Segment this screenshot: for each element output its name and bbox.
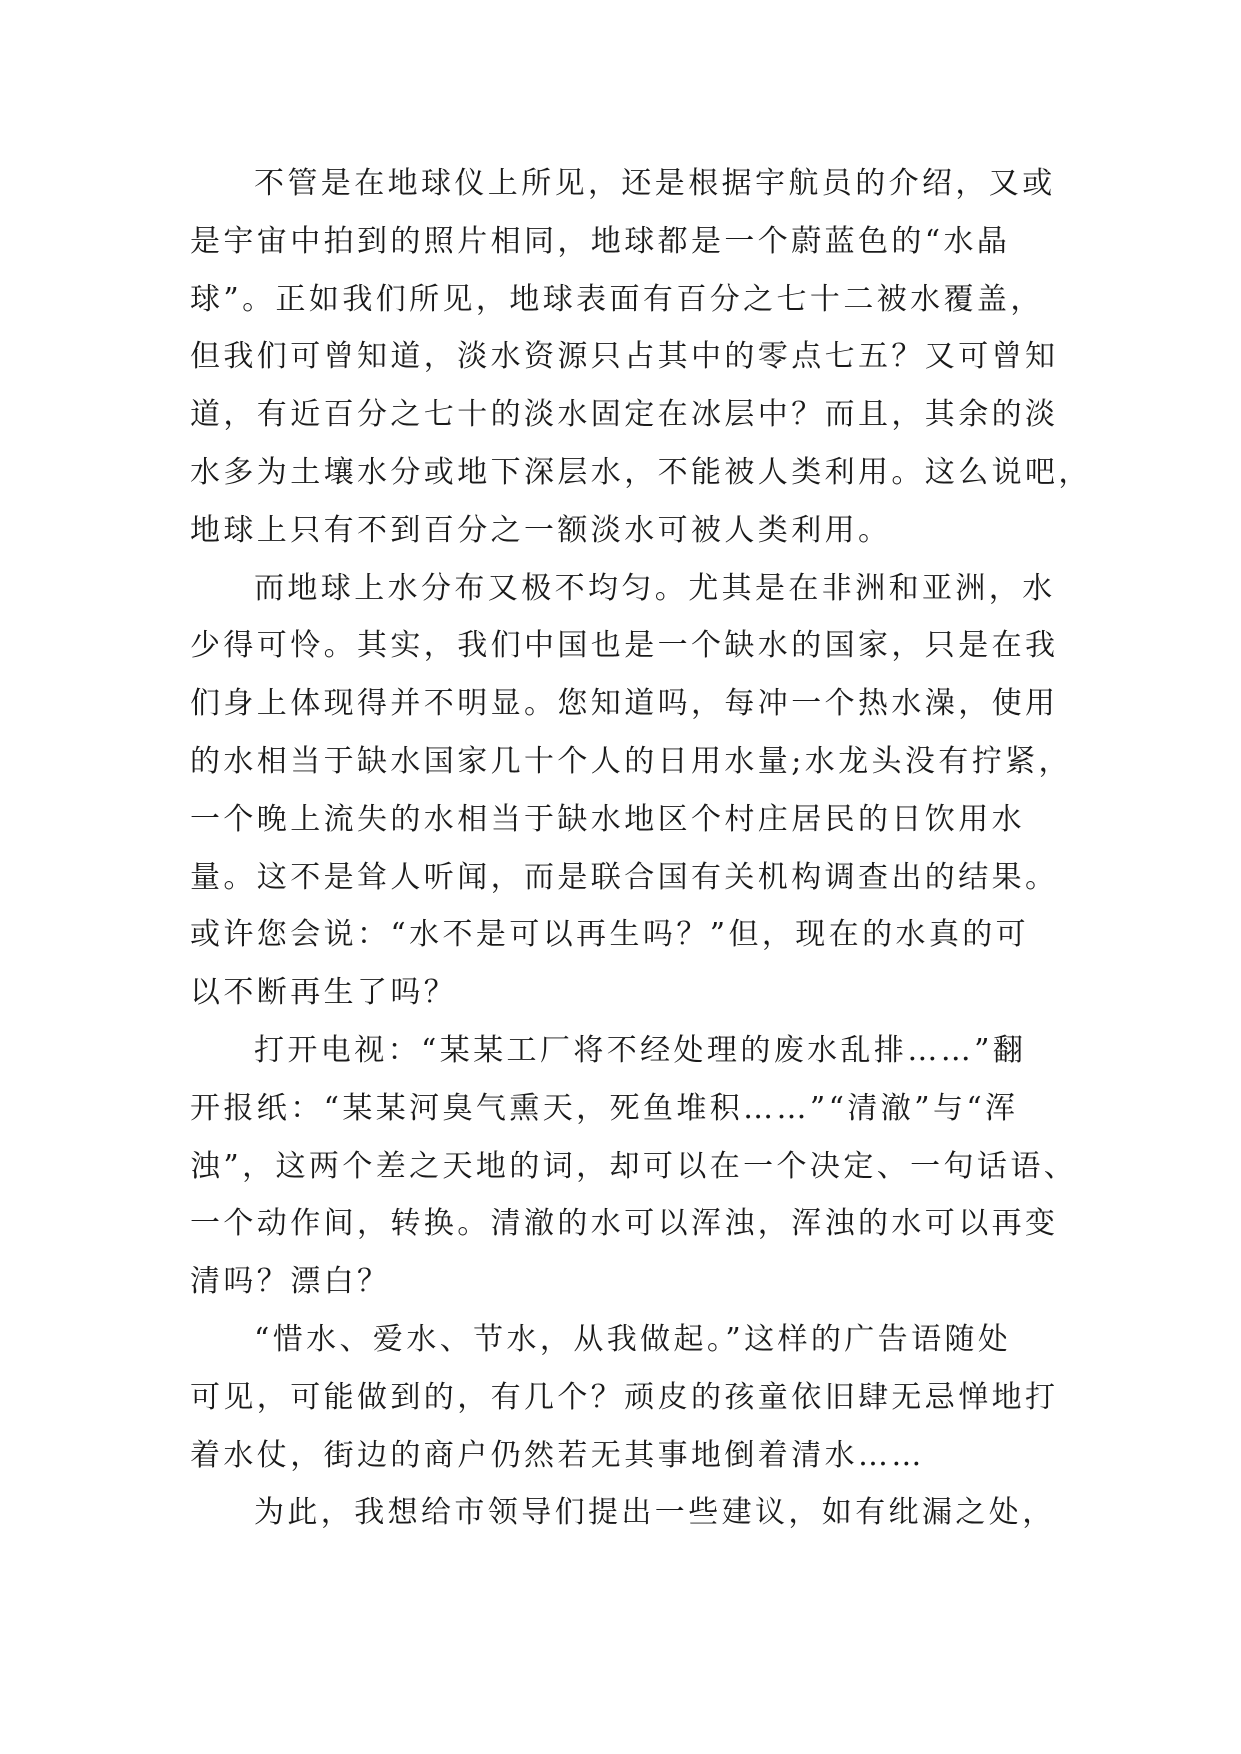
text-line: 可见，可能做到的，有几个？顽皮的孩童依旧肆无忌惮地打 <box>190 1379 1059 1415</box>
text-line: 打开电视：“某某工厂将不经处理的废水乱排……”翻 <box>254 1032 1027 1068</box>
text-line: 们身上体现得并不明显。您知道吗，每冲一个热水澡，使用 <box>190 686 1059 722</box>
text-line: 浊”，这两个差之天地的词，却可以在一个决定、一句话语、 <box>190 1148 1078 1184</box>
text-line: 一个晚上流失的水相当于缺水地区个村庄居民的日饮用水 <box>190 801 1025 837</box>
text-line: 水多为土壤水分或地下深层水，不能被人类利用。这么说吧， <box>190 454 1092 490</box>
paragraph-1 <box>190 155 1092 560</box>
text-line: 但我们可曾知道，淡水资源只占其中的零点七五？又可曾知 <box>190 339 1059 375</box>
paragraph-2 <box>190 560 1072 1022</box>
text-line: 清吗？漂白？ <box>190 1264 391 1300</box>
text-line: 少得可怜。其实，我们中国也是一个缺水的国家，只是在我 <box>190 628 1059 664</box>
text-line: 开报纸：“某某河臭气熏天，死鱼堆积……”“清澈”与“浑 <box>190 1090 1019 1126</box>
text-line: 不管是在地球仪上所见，还是根据宇航员的介绍，又或 <box>254 166 1056 201</box>
text-line: 着水仗，街边的商户仍然若无其事地倒着清水…… <box>190 1437 925 1473</box>
document-page <box>190 155 1092 1542</box>
text-line: 球”。正如我们所见，地球表面有百分之七十二被水覆盖， <box>190 281 1044 317</box>
text-line: 或许您会说：“水不是可以再生吗？”但，现在的水真的可 <box>190 917 1030 953</box>
paragraph-5 <box>190 1484 1056 1542</box>
paragraph-4 <box>190 1311 1059 1484</box>
paragraph-3 <box>190 1022 1078 1311</box>
text-line: 为此，我想给市领导们提出一些建议，如有纰漏之处， <box>254 1495 1056 1531</box>
text-line: 是宇宙中拍到的照片相同，地球都是一个蔚蓝色的“水晶 <box>190 223 1011 259</box>
text-line: “惜水、爱水、节水，从我做起。”这样的广告语随处 <box>254 1321 1012 1357</box>
text-line: 而地球上水分布又极不均匀。尤其是在非洲和亚洲，水 <box>254 570 1056 606</box>
text-line: 的水相当于缺水国家几十个人的日用水量;水龙头没有拧紧， <box>190 743 1072 779</box>
text-line: 以不断再生了吗？ <box>190 975 458 1011</box>
text-line: 地球上只有不到百分之一额淡水可被人类利用。 <box>190 512 892 548</box>
text-line: 量。这不是耸人听闻，而是联合国有关机构调查出的结果。 <box>190 859 1059 895</box>
text-line: 道，有近百分之七十的淡水固定在冰层中？而且，其余的淡 <box>190 397 1059 433</box>
text-line: 一个动作间，转换。清澈的水可以浑浊，浑浊的水可以再变 <box>190 1206 1059 1242</box>
